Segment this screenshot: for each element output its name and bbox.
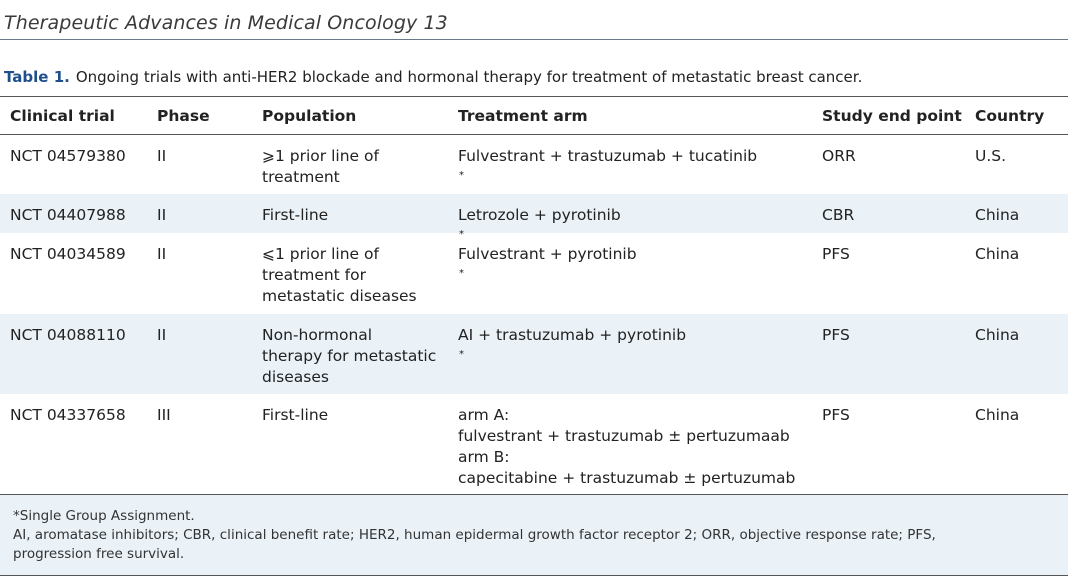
population-line: ⩾1 prior line of (262, 147, 379, 165)
cell-trial: NCT 04579380 (10, 147, 126, 165)
population-line: treatment (262, 168, 340, 186)
treatment-line: fulvestrant + trastuzumab ± pertuzumaab (458, 427, 790, 445)
treatment-line: arm A: (458, 406, 510, 424)
table-header-row (0, 97, 1068, 134)
table-caption-text: Ongoing trials with anti-HER2 blockade and hormonal therapy for treatment of metastatic breast cancer. (75, 68, 863, 86)
population-line: treatment for (262, 266, 366, 284)
cell-endpoint: CBR (822, 206, 855, 224)
footnote-marker: * (459, 268, 464, 279)
footnote-abbreviations: AI, aromatase inhibitors; CBR, clinical benefit rate; HER2, human epidermal growth factor receptor 2; ORR, objective response rate; PFS, (13, 527, 936, 543)
cell-population (262, 205, 452, 226)
treatment-line: capecitabine + trastuzumab ± pertuzumab (458, 469, 796, 487)
population-line: First-line (262, 206, 329, 224)
cell-trial: NCT 04337658 (10, 406, 126, 424)
cell-population (262, 325, 452, 388)
footnote-abbreviations-cont: progression free survival. (13, 546, 185, 562)
cell-endpoint: PFS (822, 406, 850, 424)
population-line: metastatic diseases (262, 287, 417, 305)
cell-country: China (975, 326, 1020, 344)
population-line: therapy for metastatic (262, 347, 437, 365)
cell-phase: II (157, 245, 167, 263)
treatment-text: AI + trastuzumab + pyrotinib (458, 326, 687, 344)
table-row (0, 233, 1068, 314)
cell-endpoint: ORR (822, 147, 856, 165)
cell-country: China (975, 245, 1020, 263)
cell-endpoint: PFS (822, 326, 850, 344)
header-treatment-arm: Treatment arm (458, 107, 588, 125)
header-population: Population (262, 107, 357, 125)
cell-trial: NCT 04407988 (10, 206, 126, 224)
footnote-marker: * (459, 229, 464, 240)
cell-treatment (458, 146, 818, 188)
trials-table (0, 96, 1068, 493)
cell-country: China (975, 206, 1020, 224)
cell-country: China (975, 406, 1020, 424)
footnote-marker: * (459, 170, 464, 181)
treatment-line (458, 325, 818, 367)
table-row (0, 394, 1068, 493)
population-line: diseases (262, 368, 329, 386)
population-line: Non-hormonal (262, 326, 373, 344)
table-footnotes (0, 494, 1068, 576)
header-country: Country (975, 107, 1045, 125)
cell-population (262, 146, 452, 188)
cell-phase: II (157, 326, 167, 344)
table-caption (4, 68, 862, 86)
cell-treatment (458, 244, 818, 286)
cell-treatment (458, 325, 818, 367)
cell-endpoint: PFS (822, 245, 850, 263)
treatment-line: arm B: (458, 448, 510, 466)
journal-title: Therapeutic Advances in Medical Oncology 13 (4, 12, 448, 34)
treatment-line (458, 146, 818, 188)
header-clinical-trial: Clinical trial (10, 107, 115, 125)
treatment-text: Fulvestrant + trastuzumab + tucatinib (458, 147, 758, 165)
footnote-marker: * (459, 349, 464, 360)
population-line: ⩽1 prior line of (262, 245, 379, 263)
cell-population (262, 405, 452, 426)
cell-trial: NCT 04088110 (10, 326, 126, 344)
cell-phase: II (157, 147, 167, 165)
cell-phase: II (157, 206, 167, 224)
cell-treatment (458, 405, 818, 489)
cell-trial: NCT 04034589 (10, 245, 126, 263)
table-label: Table 1. (4, 68, 70, 86)
cell-country: U.S. (975, 147, 1007, 165)
treatment-text: Fulvestrant + pyrotinib (458, 245, 637, 263)
table-row (0, 194, 1068, 240)
header-phase: Phase (157, 107, 210, 125)
journal-header-divider (0, 39, 1068, 40)
header-study-end-point: Study end point (822, 107, 962, 125)
treatment-text: Letrozole + pyrotinib (458, 206, 621, 224)
cell-phase: III (157, 406, 171, 424)
table-row (0, 314, 1068, 394)
footnote-single-group: *Single Group Assignment. (13, 508, 195, 524)
population-line: First-line (262, 406, 329, 424)
table-row (0, 135, 1068, 194)
treatment-line (458, 244, 818, 286)
cell-population (262, 244, 452, 307)
